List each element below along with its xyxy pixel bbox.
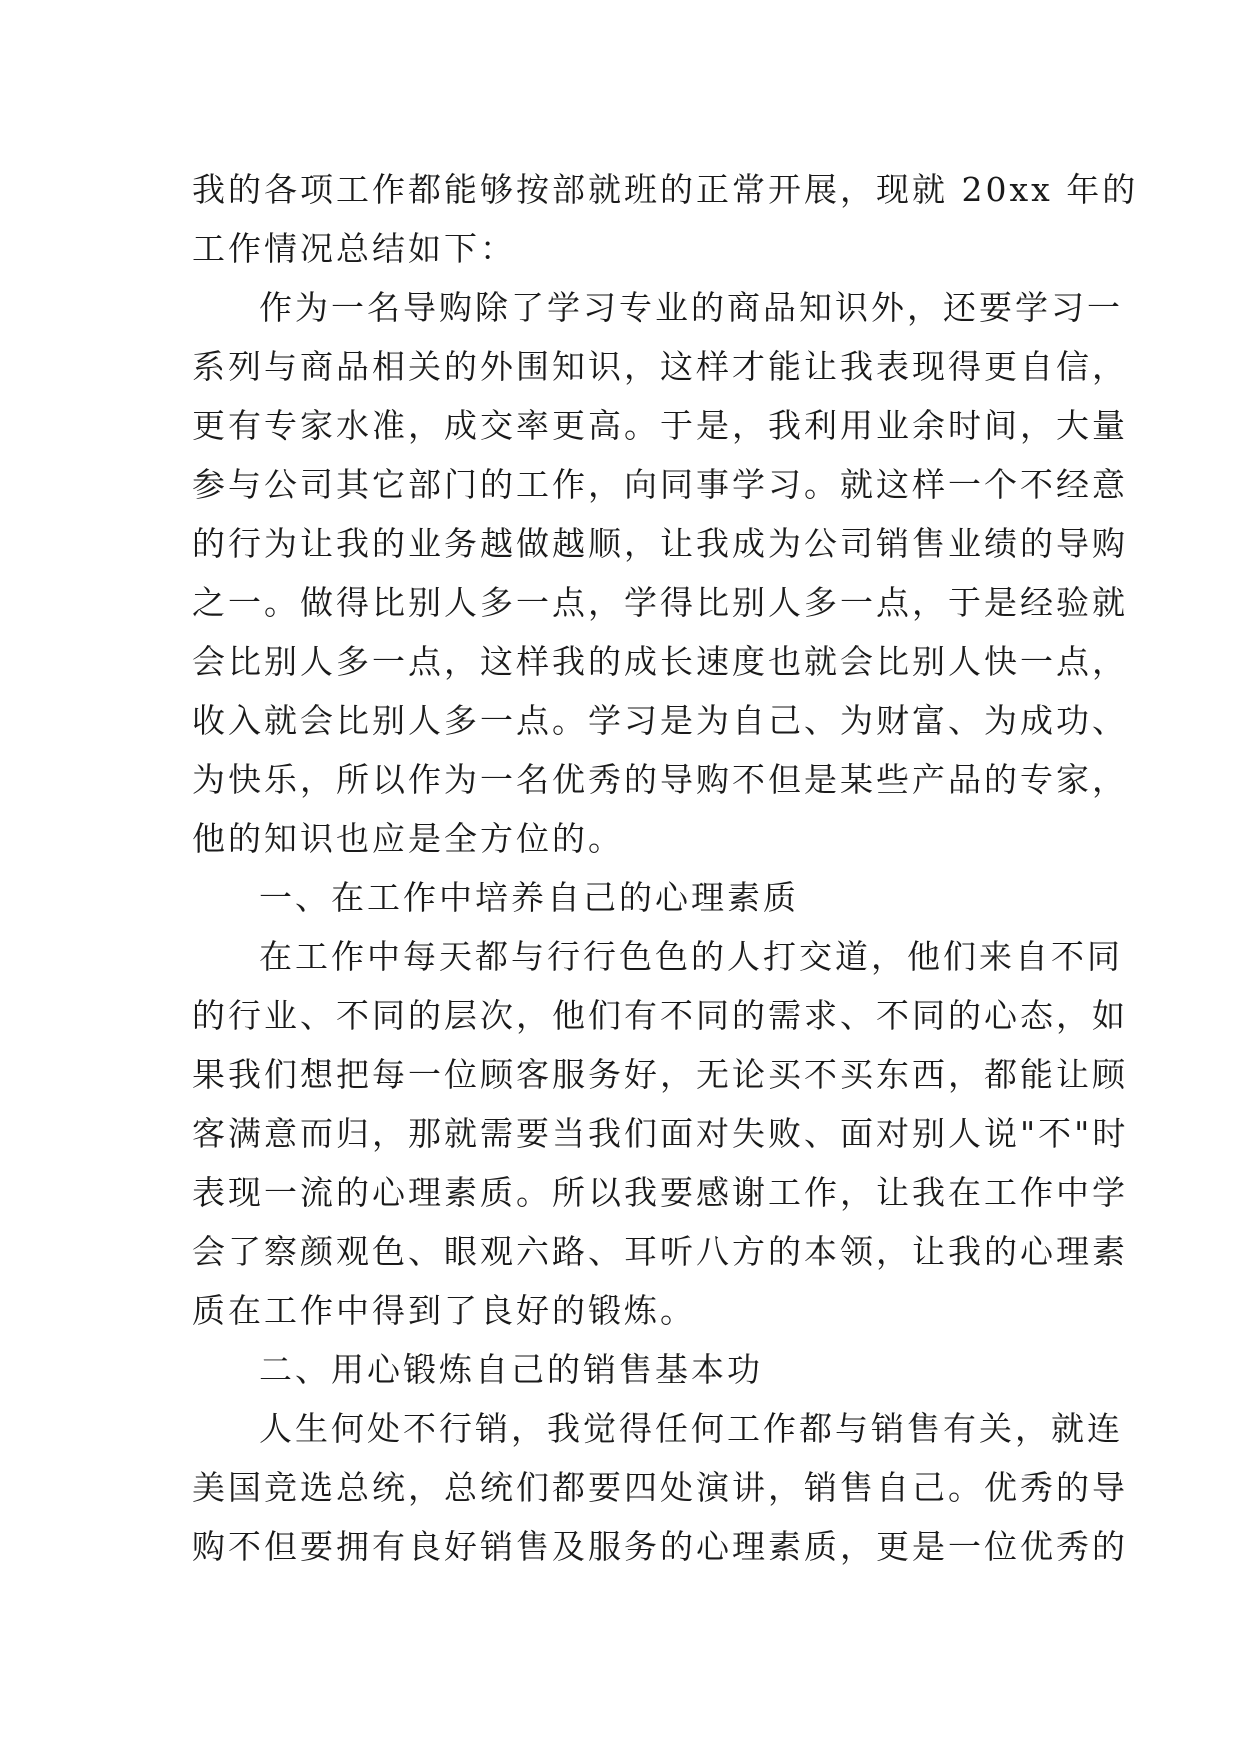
text-line: 的行业、不同的层次，他们有不同的需求、不同的心态，如 bbox=[192, 996, 1128, 1035]
text-line: 收入就会比别人多一点。学习是为自己、为财富、为成功、 bbox=[192, 701, 1128, 740]
text-line: 我的各项工作都能够按部就班的正常开展，现就 20xx 年的 bbox=[192, 170, 1139, 209]
text-line: 表现一流的心理素质。所以我要感谢工作，让我在工作中学 bbox=[192, 1173, 1128, 1212]
text-line: 二、用心锻炼自己的销售基本功 bbox=[259, 1350, 763, 1389]
text-line: 他的知识也应是全方位的。 bbox=[192, 819, 624, 858]
text-line: 客满意而归，那就需要当我们面对失败、面对别人说"不"时 bbox=[192, 1114, 1129, 1153]
text-line: 人生何处不行销，我觉得任何工作都与销售有关，就连 bbox=[259, 1409, 1123, 1448]
text-line: 一、在工作中培养自己的心理素质 bbox=[259, 878, 799, 917]
text-line: 的行为让我的业务越做越顺，让我成为公司销售业绩的导购 bbox=[192, 524, 1128, 563]
text-line: 会了察颜观色、眼观六路、耳听八方的本领，让我的心理素 bbox=[192, 1232, 1128, 1271]
text-line: 果我们想把每一位顾客服务好，无论买不买东西，都能让顾 bbox=[192, 1055, 1128, 1094]
text-line: 为快乐，所以作为一名优秀的导购不但是某些产品的专家， bbox=[192, 760, 1128, 799]
text-line: 工作情况总结如下： bbox=[192, 229, 516, 268]
text-line: 作为一名导购除了学习专业的商品知识外，还要学习一 bbox=[259, 288, 1123, 327]
document-body bbox=[192, 160, 1139, 1576]
text-line: 系列与商品相关的外围知识，这样才能让我表现得更自信， bbox=[192, 347, 1128, 386]
text-line: 在工作中每天都与行行色色的人打交道，他们来自不同 bbox=[259, 937, 1123, 976]
text-line: 参与公司其它部门的工作，向同事学习。就这样一个不经意 bbox=[192, 465, 1128, 504]
text-line: 质在工作中得到了良好的锻炼。 bbox=[192, 1291, 696, 1330]
text-line: 之一。做得比别人多一点，学得比别人多一点，于是经验就 bbox=[192, 583, 1128, 622]
text-line: 更有专家水准，成交率更高。于是，我利用业余时间，大量 bbox=[192, 406, 1128, 445]
text-line: 会比别人多一点，这样我的成长速度也就会比别人快一点， bbox=[192, 642, 1128, 681]
text-line: 美国竞选总统，总统们都要四处演讲，销售自己。优秀的导 bbox=[192, 1468, 1128, 1507]
text-line: 购不但要拥有良好销售及服务的心理素质，更是一位优秀的 bbox=[192, 1527, 1128, 1566]
